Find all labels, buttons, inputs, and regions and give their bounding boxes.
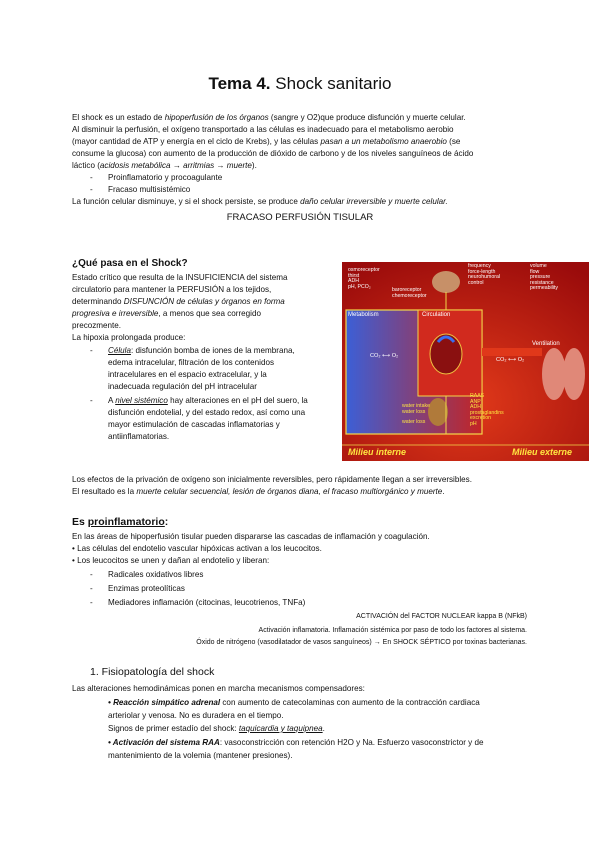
dash-icon: -	[90, 598, 93, 607]
intro-center-heading: FRACASO PERFUSIÓN TISULAR	[226, 212, 374, 223]
que-bullet-1-line-2: edema intracelular, filtración de los contenidos	[108, 358, 275, 367]
fig-water-labels: water intake water loss	[402, 403, 430, 415]
title-number: Tema 4.	[208, 74, 271, 93]
que-line-5: precozmente.	[72, 321, 122, 330]
que-bullet-1-line-4: inadecuada regulación del pH intracelular	[108, 382, 257, 391]
fig-freq-labels: frequency force-length neurohumoral control	[468, 263, 501, 286]
que-line-1: Estado crítico que resulta de la INSUFICIENCIA del sistema	[72, 273, 288, 282]
intro-line-4: consume la glucosa) con aumento de la producción de dióxido de carbono y de los niveles sanguíneos de ácido	[72, 149, 474, 158]
que-bullet-2-line-4: antiinflamatorias.	[108, 432, 170, 441]
fisio-bullet-1: • Reacción simpático adrenal con aumento de catecolaminas con aumento de la contracción cardiaca	[108, 698, 480, 707]
que-line-3: determinando DISFUNCIÓN de células y órganos en forma	[72, 297, 285, 306]
intro-line-2: Al disminuir la perfusión, el oxígeno transportado a las células es inadecuado para el metabolismo aerobio	[72, 125, 454, 134]
dash-icon: -	[90, 570, 93, 579]
shock-physiology-figure	[342, 262, 589, 461]
dash-icon: -	[90, 346, 93, 355]
effects-line-2: El resultado es la muerte celular secuencial, lesión de órganos diana, el fracaso multiorgánico y muerte.	[72, 487, 445, 496]
fisio-bullet-2: • Activación del sistema RAA: vasoconstricción con retención H2O y Na. Esfuerzo vasoconstrictor y de	[108, 738, 484, 747]
pro-right-1: ACTIVACIÓN del FACTOR NUCLEAR kappa B (NFkB)	[356, 613, 527, 620]
que-line-6: La hipoxia prolongada produce:	[72, 333, 186, 342]
fig-osmo-labels: osmoreceptor thirst ADH pH, PCO₂	[348, 267, 380, 290]
pro-line-2: • Las células del endotelio vascular hipóxicas activan a los leucocitos.	[72, 544, 322, 553]
intro-line-3: (mayor cantidad de ATP y energía en el ciclo de Krebs), y las células pasan a un metabolismo anaerobio (se	[72, 137, 461, 146]
fig-water-loss-label: water loss	[402, 419, 426, 425]
intro-line-6: La función celular disminuye, y si el shock persiste, se produce daño celular irreversible y muerte celular.	[72, 197, 448, 206]
fig-raas-labels: RAAS ANP ADH prostaglandins excretion pH	[470, 393, 504, 427]
que-bullet-1-line-3: intracelulares en el espacio extracelular, y la	[108, 370, 267, 379]
pro-line-3: • Los leucocitos se unen y dañan al endotelio y liberan:	[72, 556, 270, 565]
fig-ventilation-label: Ventilation	[532, 341, 560, 347]
fig-milieu-interne: Milieu interne	[348, 447, 407, 457]
fisio-line-1: Las alteraciones hemodinámicas ponen en marcha mecanismos compensadores:	[72, 684, 365, 693]
intro-line-5: láctico (acidosis metabólica → arritmias → muerte).	[72, 161, 257, 170]
fig-co2-right: CO₂ ⟷ O₂	[496, 357, 525, 363]
fig-milieu-externe: Milieu externe	[512, 447, 573, 457]
fisio-bullet-1-line-2: arteriolar y venosa. No es duradera en el tiempo.	[108, 711, 284, 720]
dash-icon: -	[90, 584, 93, 593]
fig-co2-left: CO₂ ⟷ O₂	[370, 353, 399, 359]
fisio-bullet-2-line-2: mantenimiento de la volemia (mantener presiones).	[108, 751, 293, 760]
pro-dash-3: Mediadores inflamación (citocinas, leucotrienos, TNFa)	[108, 598, 306, 607]
pro-line-1: En las áreas de hipoperfusión tisular pueden dispararse las cascadas de inflamación y coagulación.	[72, 532, 430, 541]
intro-line-1: El shock es un estado de hipoperfusión de los órganos (sangre y O2)que produce disfunción y muerte celular.	[72, 113, 466, 122]
intro-bullet-2: Fracaso multisistémico	[108, 185, 191, 194]
section-que-heading: ¿Qué pasa en el Shock?	[72, 258, 188, 269]
fisio-bullet-1-line-3: Signos de primer estadío del shock: taquicardia y taquipnea.	[108, 724, 325, 733]
que-bullet-2-line-3: mayor estimulación de cascadas inflamatorias y	[108, 420, 280, 429]
dash-icon: -	[90, 173, 93, 182]
que-bullet-2-line-2: disfunción endotelial, y del estado redox, así como una	[108, 408, 306, 417]
effects-line-1: Los efectos de la privación de oxígeno son inicialmente reversibles, pero rápidamente llegan a ser irreversibles.	[72, 475, 472, 484]
que-line-2: circulatorio para mantener la PERFUSIÓN a los tejidos,	[72, 285, 272, 294]
fig-baro-labels: baroreceptor chemoreceptor	[392, 287, 427, 299]
fig-vol-labels: volume flow pressure resistance permeability	[530, 263, 558, 292]
section-fisio-heading: 1. Fisiopatología del shock	[90, 666, 215, 678]
pro-right-3: Óxido de nitrógeno (vasodilatador de vasos sanguíneos) → En SHOCK SÉPTICO por toxinas bacterianas.	[196, 639, 527, 646]
intro-bullet-1: Proinflamatorio y procoagulante	[108, 173, 223, 182]
dash-icon: -	[90, 396, 93, 405]
pro-right-2: Activación inflamatoria. Inflamación sistémica por paso de todo los factores al sistema.	[258, 627, 527, 634]
section-pro-heading: Es proinflamatorio:	[72, 516, 169, 528]
que-bullet-1: Célula: disfunción bomba de iones de la membrana,	[108, 346, 295, 355]
fig-circulation-label: Circulation	[422, 312, 451, 318]
fig-metabolism-label: Metabolism	[348, 312, 379, 318]
pro-dash-2: Enzimas proteolíticas	[108, 584, 185, 593]
que-bullet-2: A nivel sistémico hay alteraciones en el pH del suero, la	[108, 396, 308, 405]
dash-icon: -	[90, 185, 93, 194]
que-line-4: progresiva e irreversible, a menos que sea corregido	[72, 309, 261, 318]
title-name: Shock sanitario	[275, 74, 392, 93]
page-title	[0, 74, 600, 94]
pro-dash-1: Radicales oxidativos libres	[108, 570, 204, 579]
